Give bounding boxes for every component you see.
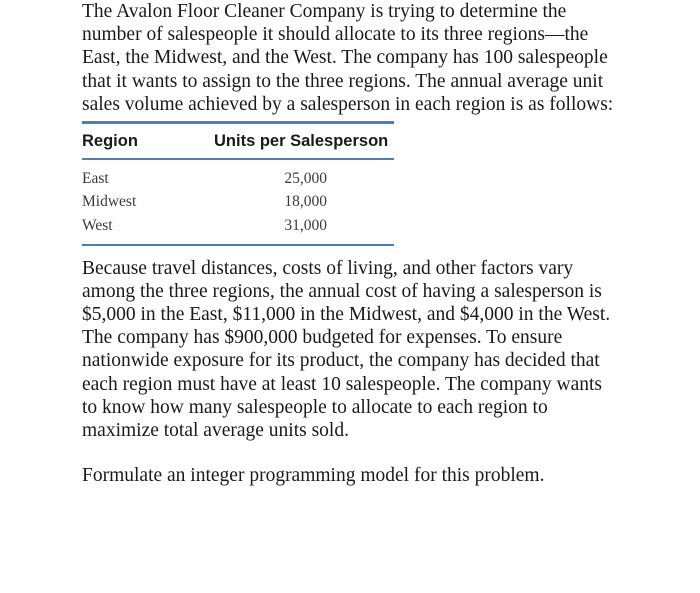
table-row xyxy=(82,191,394,215)
region-cell: West xyxy=(82,216,113,234)
body-paragraph: Because travel distances, costs of living, and other factors vary among the three regions, the annual cost of having a salesperson is $5,000 in the East, $11,000 in the Midwest, and $4,000 in the West. The company has $900,000 budgeted for expenses. To ensure nationwide exposure for its product, the company has decided that each region must have at least 10 salespeople. The company wants to know how many salespeople to allocate to each region to maximize total average units sold. xyxy=(82,257,611,441)
table-row xyxy=(82,167,394,191)
table-body xyxy=(82,160,394,242)
intro-paragraph: The Avalon Floor Cleaner Company is trying to determine the number of salespeople it should allocate to its three regions—the East, the Midwest, and the West. The company has 100 salespeople that it wants to assign to the three regions. The annual average unit sales volume achieved by a salesperson in each region is as follows: xyxy=(82,1,614,115)
units-cell: 18,000 xyxy=(284,193,327,211)
table-header-row xyxy=(82,124,394,158)
header-units: Units per Salesperson xyxy=(214,131,389,150)
header-region: Region xyxy=(82,131,138,150)
closing-paragraph: Formulate an integer programming model for this problem. xyxy=(82,465,545,487)
sales-table xyxy=(82,121,394,246)
region-cell: Midwest xyxy=(82,193,137,211)
units-cell: 25,000 xyxy=(284,169,327,187)
table-bottom-rule xyxy=(82,244,394,246)
problem-document xyxy=(82,0,622,487)
region-cell: East xyxy=(82,169,109,187)
table-row xyxy=(82,214,394,238)
units-cell: 31,000 xyxy=(284,216,327,234)
